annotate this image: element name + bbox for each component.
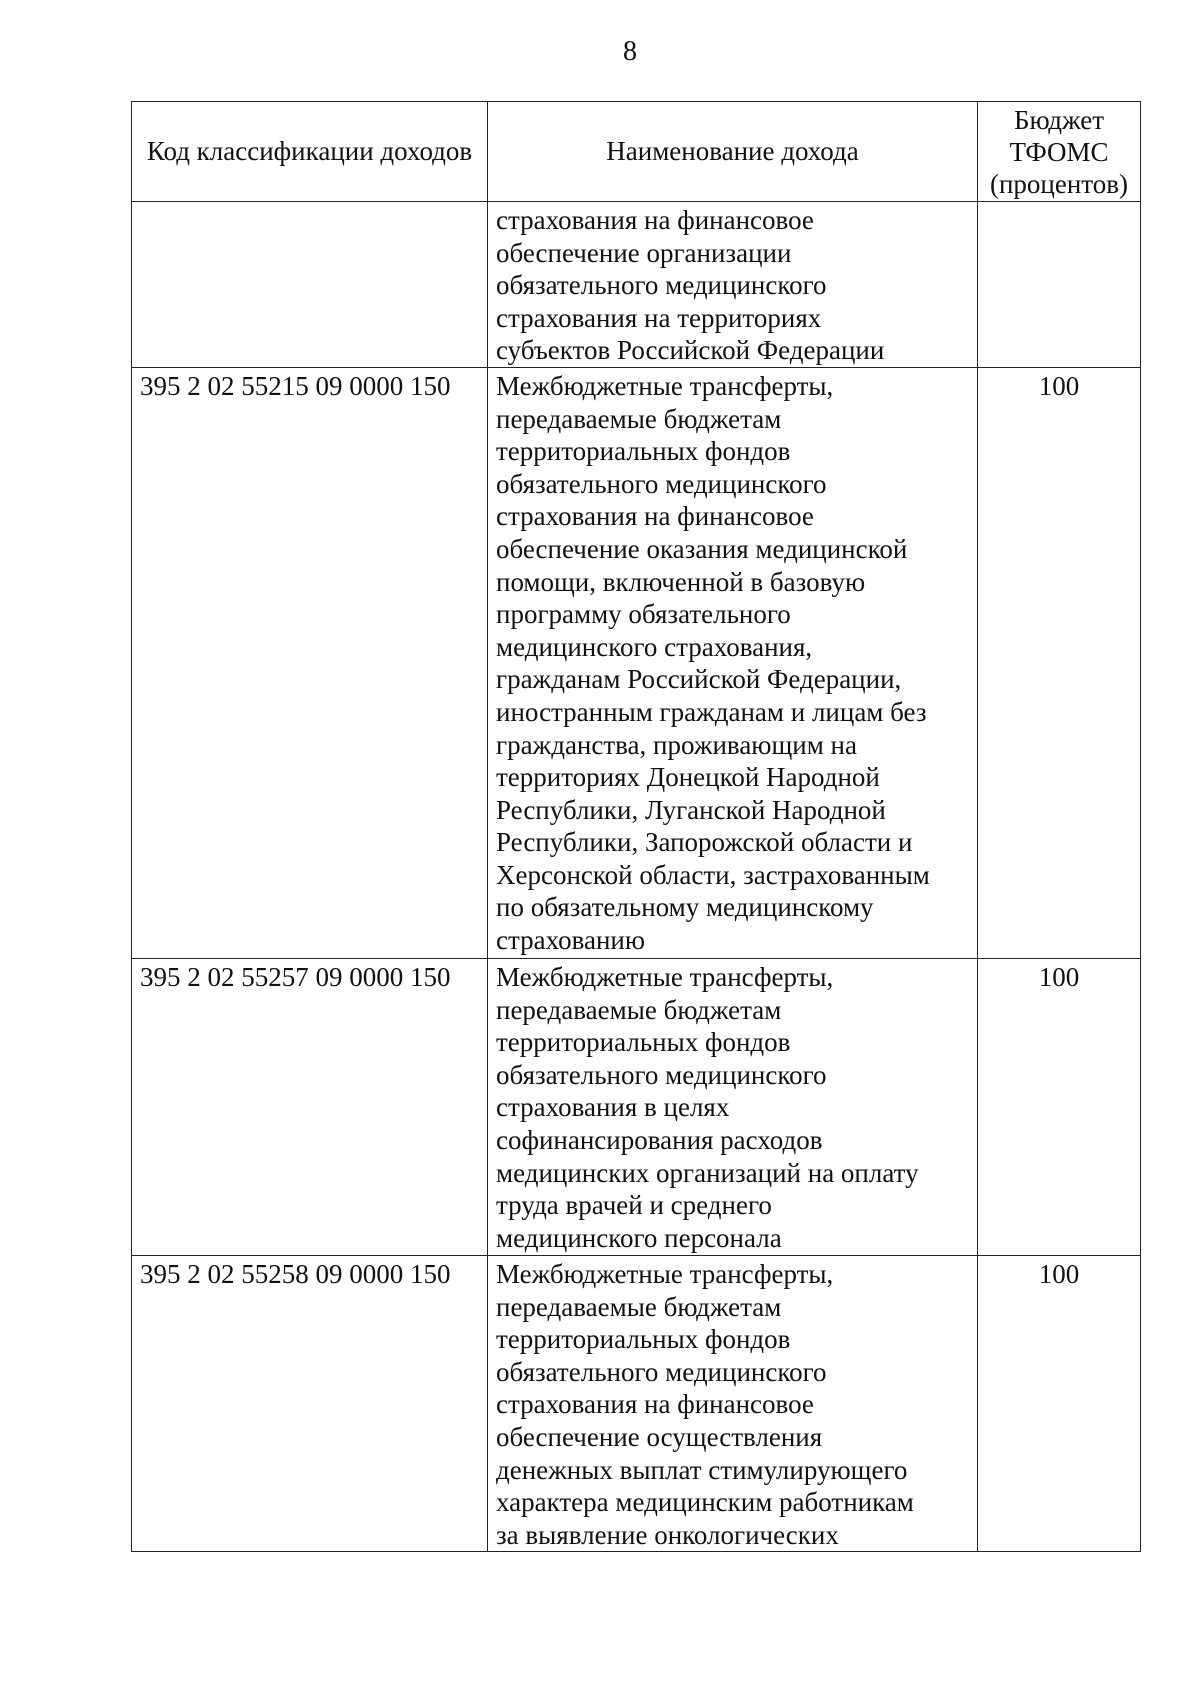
- row-name-line: территориях Донецкой Народной: [496, 762, 880, 793]
- row-name-line: территориальных фондов: [496, 1027, 791, 1058]
- row-name-line: за выявление онкологических: [496, 1519, 839, 1550]
- table-row: [132, 367, 1141, 958]
- row-name-line: обязательного медицинского: [496, 1356, 827, 1387]
- table-row: [132, 202, 1141, 368]
- row-name-line: иностранным гражданам и лицам без: [496, 696, 927, 727]
- row-name-line: территориальных фондов: [496, 436, 791, 467]
- row-name-line: программу обязательного: [496, 599, 791, 630]
- row-name-line: софинансирования расходов: [496, 1124, 823, 1155]
- row-percent: [978, 202, 1141, 368]
- row-name: [488, 958, 978, 1255]
- row-name-line: Республики, Луганской Народной: [496, 794, 886, 825]
- row-name-line: страхования на финансовое: [496, 205, 814, 235]
- row-name-line: Межбюджетные трансферты,: [496, 961, 834, 992]
- row-name-line: обеспечение осуществления: [496, 1421, 823, 1452]
- row-name-line: обеспечение оказания медицинской: [496, 533, 908, 564]
- row-name: [488, 202, 978, 368]
- table-row: [132, 1255, 1141, 1551]
- page-number: 8: [623, 36, 637, 67]
- row-name-line: Республики, Запорожской области и: [496, 827, 913, 858]
- row-name-line: гражданства, проживающим на: [496, 729, 857, 760]
- row-name-line: медицинского страхования,: [496, 631, 813, 662]
- row-name-line: Херсонской области, застрахованным: [496, 859, 930, 890]
- table-body: [132, 202, 1141, 1552]
- row-name-line: страхованию: [496, 925, 646, 956]
- row-name-line: характера медицинским работникам: [496, 1487, 914, 1518]
- row-name-line: субъектов Российской Федерации: [496, 335, 885, 366]
- row-name-line: денежных выплат стимулирующего: [496, 1454, 908, 1485]
- row-name-line: гражданам Российской Федерации,: [496, 664, 902, 695]
- row-name-line: передаваемые бюджетам: [496, 403, 782, 434]
- row-name-line: территориальных фондов: [496, 1324, 791, 1355]
- table-header-row: [132, 102, 1141, 202]
- row-name-line: страхования на финансовое: [496, 1389, 814, 1420]
- table-row: [132, 958, 1141, 1255]
- row-name: [488, 367, 978, 958]
- row-percent: 100: [978, 1255, 1141, 1551]
- row-percent: 100: [978, 958, 1141, 1255]
- row-name-line: медицинских организаций на оплату: [496, 1157, 919, 1188]
- row-name-line: медицинского персонала: [496, 1222, 782, 1253]
- row-name-line: передаваемые бюджетам: [496, 1291, 782, 1322]
- row-name-line: обязательного медицинского: [496, 468, 827, 499]
- header-budget: Бюджет ТФОМС (процентов): [978, 102, 1141, 202]
- row-percent: 100: [978, 367, 1141, 958]
- row-name-line: обеспечение организации: [496, 237, 792, 268]
- row-name-line: помощи, включенной в базовую: [496, 566, 866, 597]
- row-code: 395 2 02 55258 09 0000 150: [132, 1255, 488, 1551]
- row-name-line: Межбюджетные трансферты,: [496, 370, 834, 401]
- header-name: Наименование дохода: [488, 102, 978, 202]
- income-classification-table: [131, 101, 1141, 1552]
- row-name-line: труда врачей и среднего: [496, 1190, 772, 1221]
- row-code: 395 2 02 55257 09 0000 150: [132, 958, 488, 1255]
- row-name-line: по обязательному медицинскому: [496, 892, 874, 923]
- row-code: 395 2 02 55215 09 0000 150: [132, 367, 488, 958]
- row-name-line: страхования на территориях: [496, 302, 822, 333]
- row-name-line: обязательного медицинского: [496, 1059, 827, 1090]
- header-code: Код классификации доходов: [132, 102, 488, 202]
- row-name-line: обязательного медицинского: [496, 270, 827, 301]
- row-name-line: страхования в целях: [496, 1092, 730, 1123]
- row-name-line: Межбюджетные трансферты,: [496, 1258, 834, 1289]
- row-name-line: передаваемые бюджетам: [496, 994, 782, 1025]
- row-name: [488, 1255, 978, 1551]
- row-code: [132, 202, 488, 368]
- row-name-line: страхования на финансовое: [496, 501, 814, 532]
